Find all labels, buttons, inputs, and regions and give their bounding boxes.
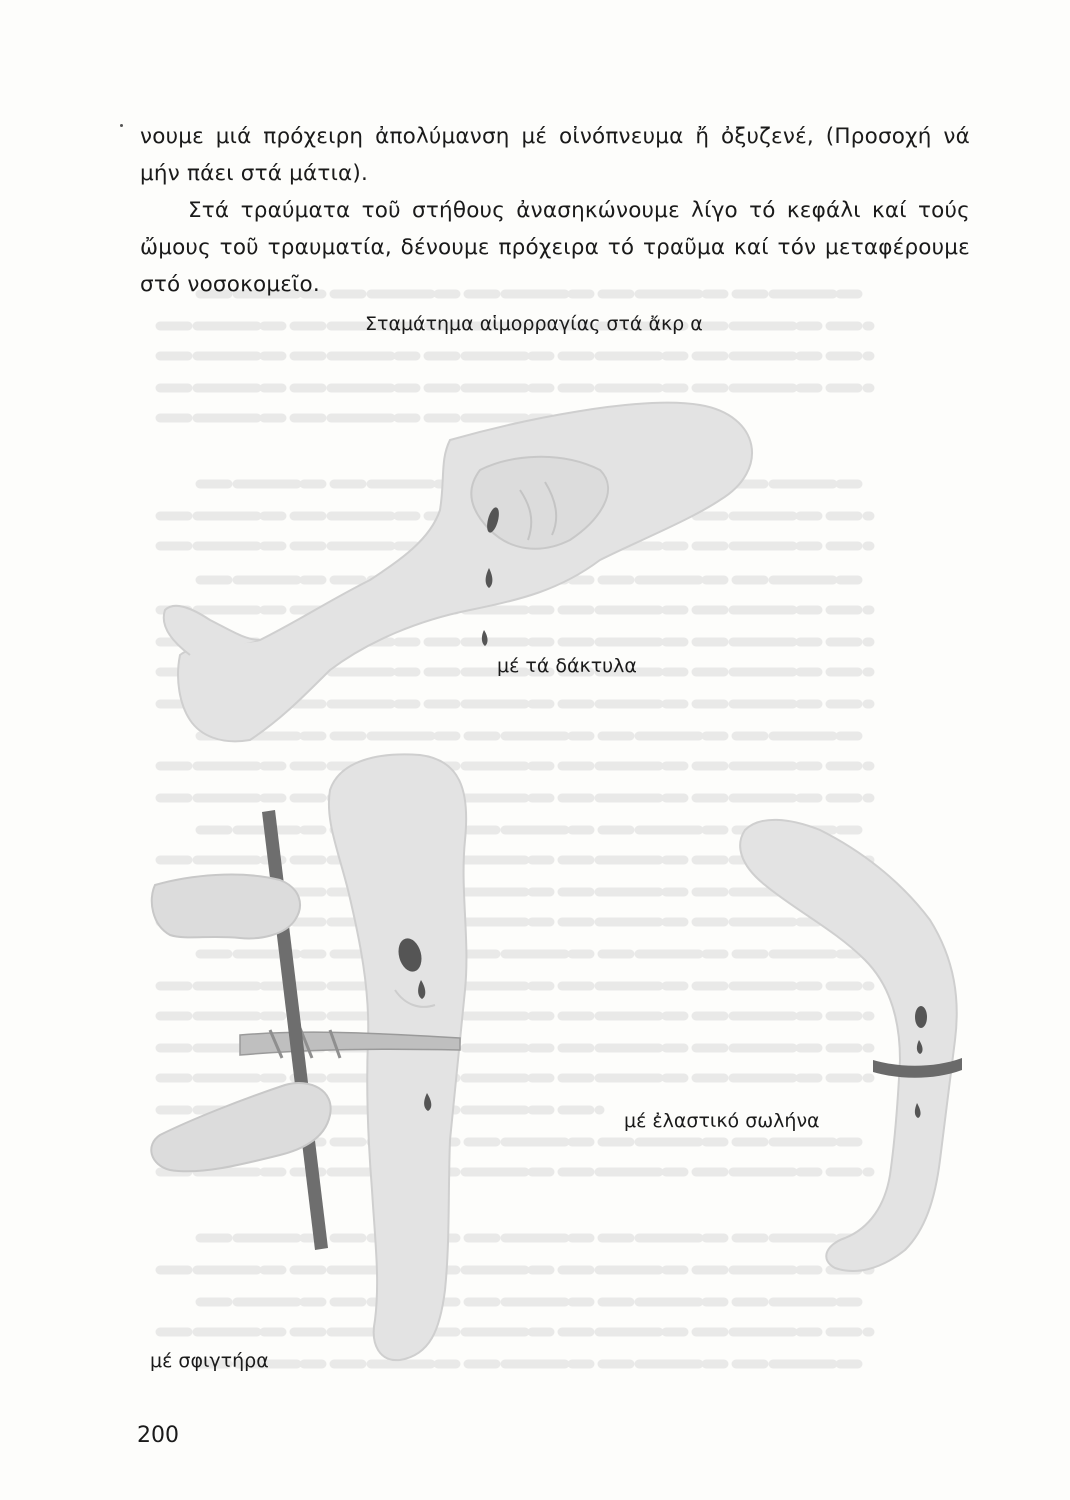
tourniquet-stick — [262, 810, 328, 1250]
paragraph-continuation: νουμε μιά πρόχειρη ἀπολύμανση μέ οἰνόπνευμα ἤ ὀξυζενέ, (Προσοχή νά μήν πάει στά μάτια). — [140, 124, 970, 186]
caption-with-fingers: μέ τά δάκτυλα — [497, 655, 637, 677]
paragraph-chest-wounds: Στά τραύματα τοῦ στήθους ἀνασηκώνουμε λίγο τό κεφάλι καί τούς ὤμους τοῦ τραυματία, δένουμε πρόχειρα τό τραῦμα καί τόν μεταφέρουμε στό νοσοκομεῖο. — [140, 198, 970, 297]
blood-drop-2 — [482, 630, 488, 646]
arm-with-elastic-tube-figure — [740, 820, 962, 1271]
caption-with-tourniquet: μέ σφιγτήρα — [150, 1350, 269, 1372]
page-number: 200 — [137, 1423, 179, 1448]
leg-top-shape — [178, 403, 752, 742]
illustration-title: Σταμάτημα αἱμορραγίας στά ἄκρ α — [365, 313, 703, 335]
lower-hand — [151, 1083, 330, 1171]
arm-shape — [740, 820, 957, 1271]
upper-hand — [152, 875, 300, 939]
leg-with-tourniquet-figure — [151, 754, 466, 1360]
standing-leg-shape — [329, 754, 467, 1360]
wound-arm — [915, 1006, 927, 1028]
caption-with-elastic-tube: μέ ἐλαστικό σωλήνα — [624, 1110, 820, 1132]
leg-with-fingers-figure — [164, 403, 752, 742]
